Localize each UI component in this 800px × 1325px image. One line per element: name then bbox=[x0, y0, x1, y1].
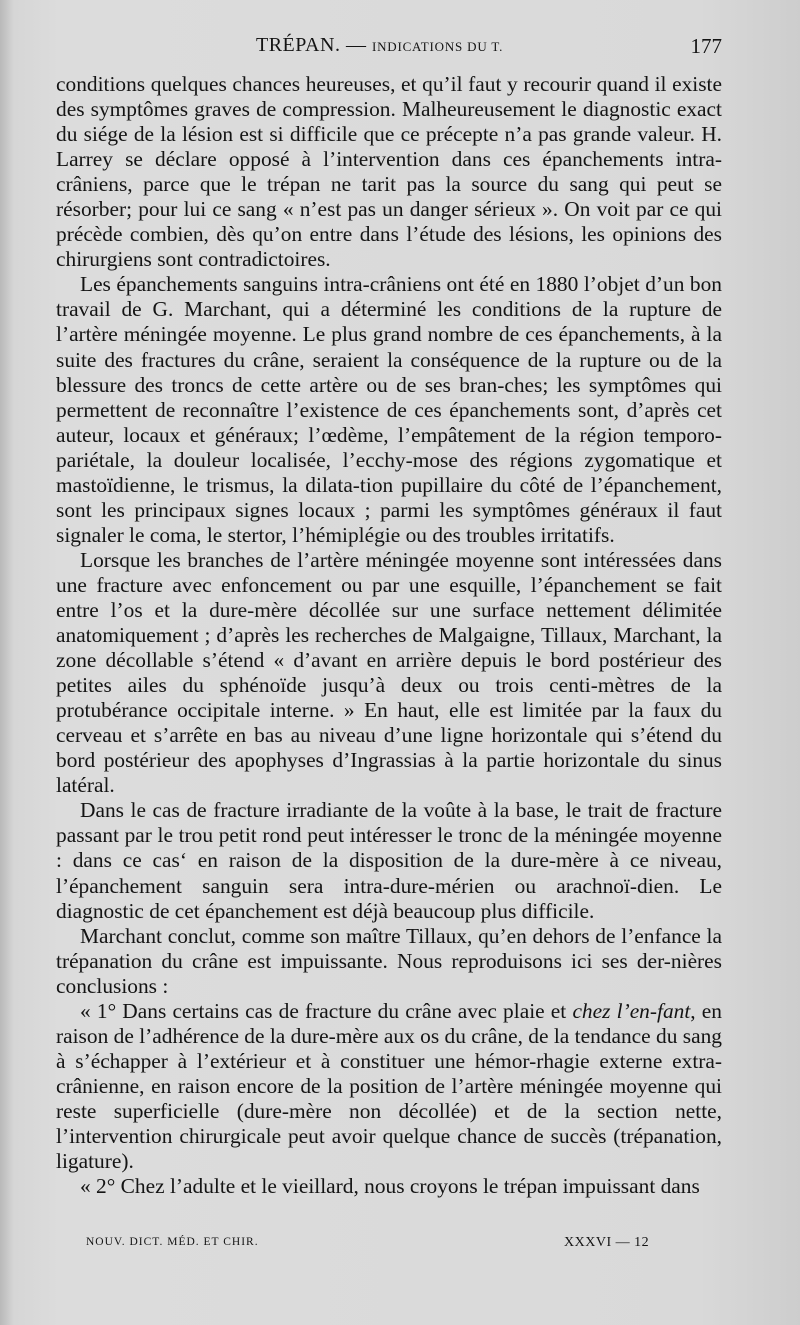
page-footer bbox=[56, 1236, 722, 1256]
paragraph: Les épanchements sanguins intra-crâniens ont été en 1880 l’objet d’un bon travail de G. Marchant, qui a déterminé les conditions de la rupture de l’artère méningée moyenne. Le plus grand nombre de ces épanchements, à la suite des fractures du crâne, seraient la conséquence de la rupture ou de la blessure des troncs de cette artère ou de ses bran-ches; les symptômes qui permettent de reconnaître l’existence de ces épanchements sont, d’après cet auteur, locaux et généraux; l’œdème, l’empâtement de la région temporo-pariétale, la douleur localisée, l’ecchy-mose des régions zygomatique et mastoïdienne, le trismus, la dilata-tion pupillaire du côté de l’épanchement, sont les principaux signes locaux ; parmi les symptômes généraux il faut signaler le coma, le stertor, l’hémiplégie ou des troubles irritatifs. bbox=[56, 272, 722, 547]
paragraph: Lorsque les branches de l’artère méningée moyenne sont intéressées dans une fracture avec enfoncement ou par une esquille, l’épanchement se fait entre l’os et la dure-mère décollée sur une surface nettement délimitée anatomiquement ; d’après les recherches de Malgaigne, Tillaux, Marchant, la zone décollable s’étend « d’avant en arrière depuis le bord postérieur des petites ailes du sphénoïde jusqu’à deux ou trois centi-mètres de la protubérance occipitale interne. » En haut, elle est limitée par la faux du cerveau et s’arrête en bas au niveau d’une ligne horizontale qui s’étend du bord postérieur des apophyses d’Ingrassias à la partie horizontale du sinus latéral. bbox=[56, 547, 722, 798]
footer-signature: NOUV. DICT. MÉD. ET CHIR. bbox=[86, 1236, 259, 1248]
paragraph-text: « 1° Dans certains cas de fracture du crâne avec plaie et bbox=[80, 998, 573, 1023]
header-dash: — bbox=[345, 34, 367, 56]
page-number: 177 bbox=[690, 34, 722, 58]
paragraph: Marchant conclut, comme son maître Tillaux, qu’en dehors de l’enfance la trépanation du crâne est impuissante. Nous reproduisons ici ses der-nières conclusions : bbox=[56, 923, 722, 998]
header-title: TRÉPAN. bbox=[256, 34, 341, 56]
main-text bbox=[56, 72, 722, 1199]
paragraph: « 2° Chez l’adulte et le vieillard, nous croyons le trépan impuissant dans bbox=[80, 1174, 700, 1199]
paragraph: Dans le cas de fracture irradiante de la voûte à la base, le trait de fracture passant par le trou petit rond peut intéresser le tronc de la méningée moyenne : dans ce cas‘ en raison de la disposition de la dure-mère à ce niveau, l’épanchement sanguin sera intra-dure-mérien ou arachnoï-dien. Le diagnostic de cet épanchement est déjà beaucoup plus difficile. bbox=[56, 798, 722, 923]
paragraph: conditions quelques chances heureuses, et qu’il faut y recourir quand il existe des symptômes graves de compression. Malheureusement le diagnostic exact du siége de la lésion est si difficile que ce précepte n’a pas grande valeur. H. Larrey se déclare opposé à l’intervention dans ces épanchements intra-crâniens, parce que le trépan ne tarit pas la source du sang qui peut se résorber; pour lui ce sang « n’est pas un danger sérieux ». On voit par ce qui précède combien, dès qu’on entre dans l’étude des lésions, les opinions des chirurgiens sont contradictoires. bbox=[56, 72, 722, 272]
paragraph-conclusion-1 bbox=[56, 999, 722, 1174]
running-title bbox=[256, 34, 503, 57]
emphasis-text: chez l’en-fant bbox=[572, 998, 691, 1023]
running-header bbox=[56, 34, 722, 66]
paragraph-text: , en raison de l’adhérence de la dure-mère aux os du crâne, de la tendance du sang à s’échapper à l’extérieur et à constituer une hémor-rhagie externe extra-crânienne, en raison encore de la position de l’artère méningée moyenne qui reste superficielle (dure-mère non décollée) et de la section nette, l’intervention chirurgicale peut avoir quelque chance de succès (trépanation, ligature). bbox=[56, 998, 722, 1174]
footer-volume: XXXVI — 12 bbox=[564, 1235, 650, 1250]
header-section: INDICATIONS DU T. bbox=[371, 39, 504, 54]
